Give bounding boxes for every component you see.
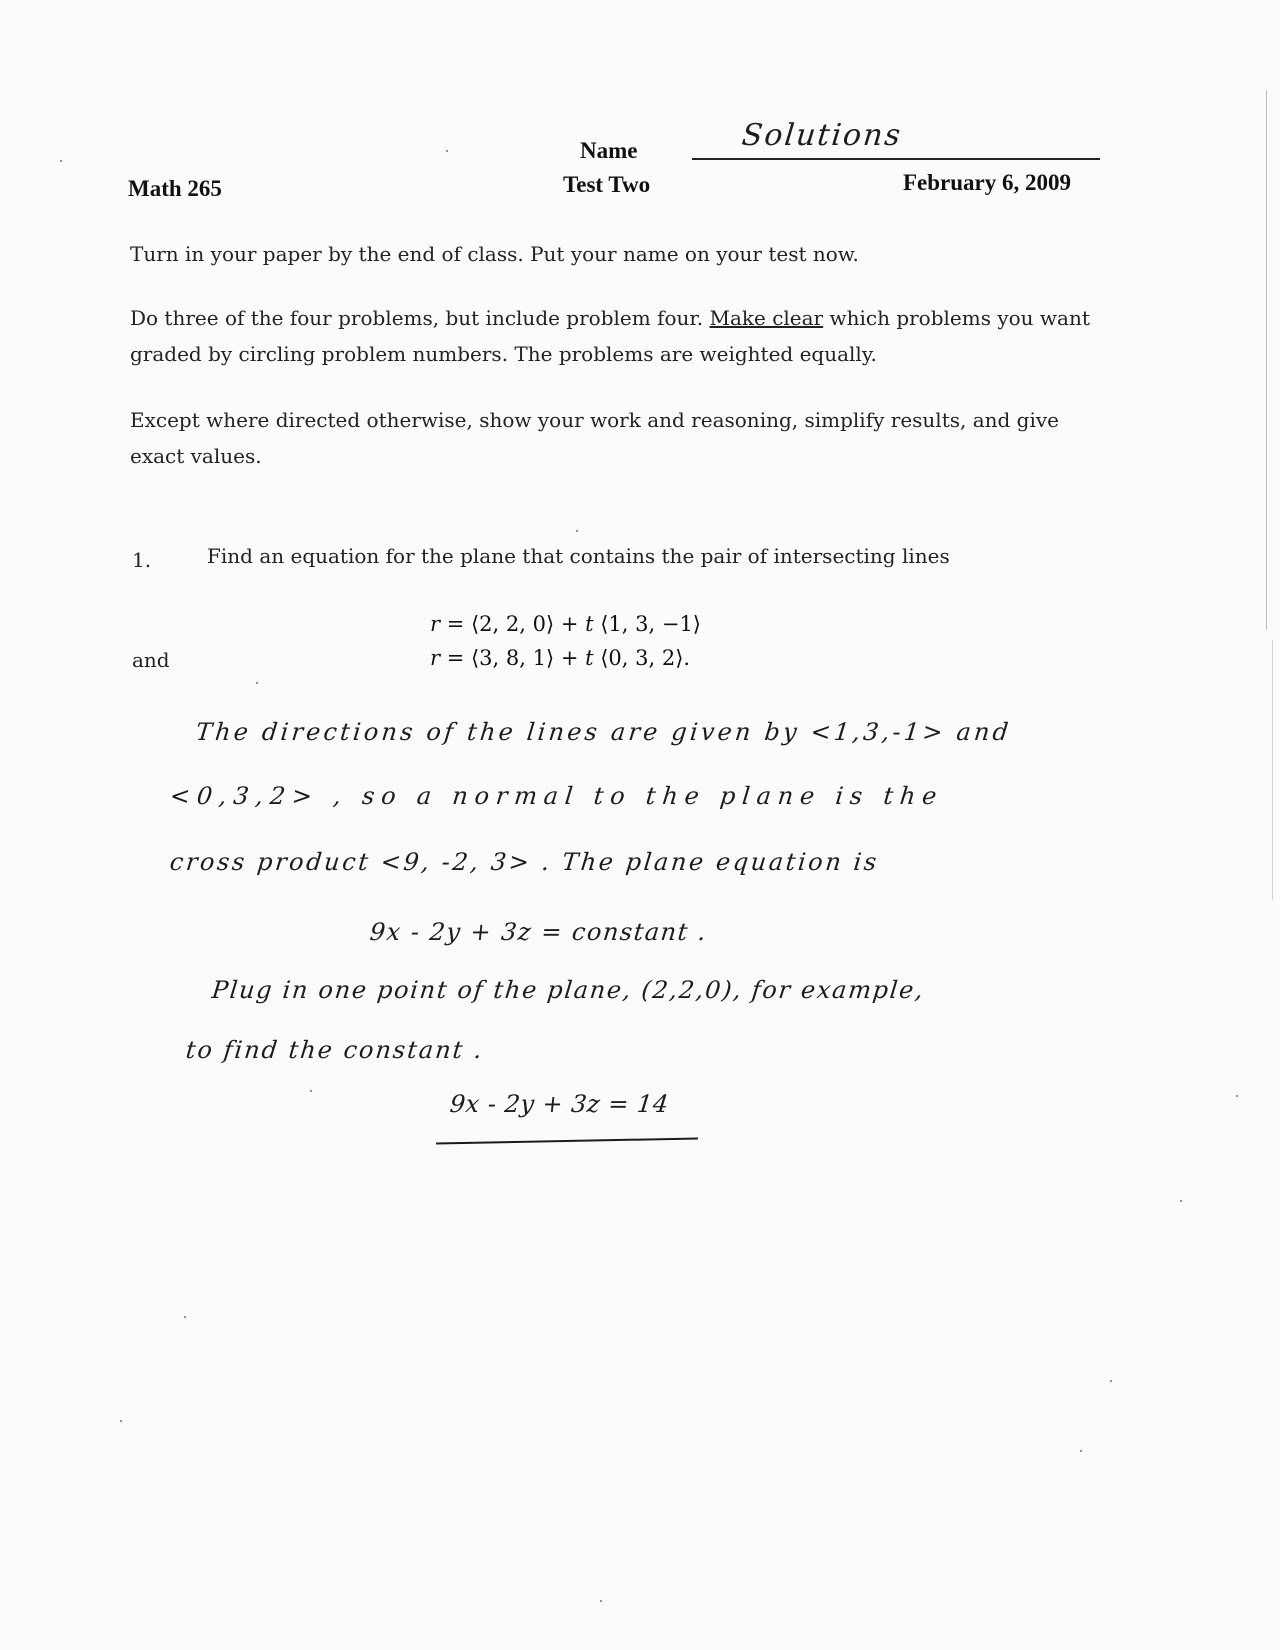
scan-speck [184, 1316, 186, 1318]
scan-speck [1110, 1380, 1112, 1382]
problem-prompt: Find an equation for the plane that contains the pair of intersecting lines [207, 544, 950, 568]
scan-speck [1080, 1450, 1082, 1452]
solution-line-6: to find the constant . [184, 1036, 486, 1064]
eq2-t: t [585, 646, 594, 670]
answer-underline [436, 1137, 698, 1144]
problem-number: 1. [132, 548, 152, 572]
eq1-part-b: ⟨1, 3, −1⟩ [593, 612, 702, 636]
eq2-part-b: ⟨0, 3, 2⟩. [593, 646, 691, 670]
test-date: February 6, 2009 [903, 170, 1072, 195]
instruction-3: Except where directed otherwise, show your work and reasoning, simplify results, and give exact values. [130, 408, 1060, 468]
eq1-part-a: = ⟨2, 2, 0⟩ + [440, 612, 586, 636]
solution-line-3: cross product <9, -2, 3> . The plane equation is [168, 848, 881, 876]
scan-speck [576, 530, 578, 532]
solution-line-2: <0,3,2> , so a normal to the plane is the [168, 782, 945, 810]
eq1-r: r [430, 612, 441, 636]
scan-edge-line [1272, 640, 1273, 900]
line-equation-1 [430, 612, 701, 636]
solution-line-1: The directions of the lines are given by <1,3,-1> and [194, 718, 1013, 746]
scan-speck [446, 150, 448, 152]
instruction-2-end: which problems you want graded by circling problem numbers. The problems are weighted equally. [130, 306, 1090, 366]
scan-speck [1236, 1095, 1238, 1097]
solution-line-4: 9x - 2y + 3z = constant . [368, 918, 709, 946]
scan-speck [1180, 1200, 1182, 1202]
instruction-2-start: Do three of the four problems, but include problem four. [130, 306, 710, 330]
instruction-1: Turn in your paper by the end of class. Put your name on your test now. [130, 242, 859, 266]
course-title: Math 265 [128, 176, 222, 201]
eq2-part-a: = ⟨3, 8, 1⟩ + [440, 646, 586, 670]
scan-edge-line [1266, 90, 1267, 630]
solution-answer: 9x - 2y + 3z = 14 [448, 1090, 671, 1118]
name-value-handwritten: Solutions [740, 118, 904, 153]
solution-line-5: Plug in one point of the plane, (2,2,0), for example, [210, 976, 926, 1004]
line-equation-2 [430, 646, 690, 670]
test-title: Test Two [563, 172, 651, 197]
and-label: and [132, 648, 170, 672]
instruction-2 [130, 300, 1090, 372]
scan-speck [600, 1600, 602, 1602]
name-label: Name [580, 138, 638, 163]
scan-speck [120, 1420, 122, 1422]
scan-speck [256, 682, 258, 684]
eq1-t: t [585, 612, 594, 636]
scan-speck [310, 1090, 312, 1092]
scan-speck [60, 160, 62, 162]
name-underline [692, 158, 1100, 160]
eq2-r: r [430, 646, 441, 670]
instruction-2-underlined: Make clear [709, 306, 824, 330]
